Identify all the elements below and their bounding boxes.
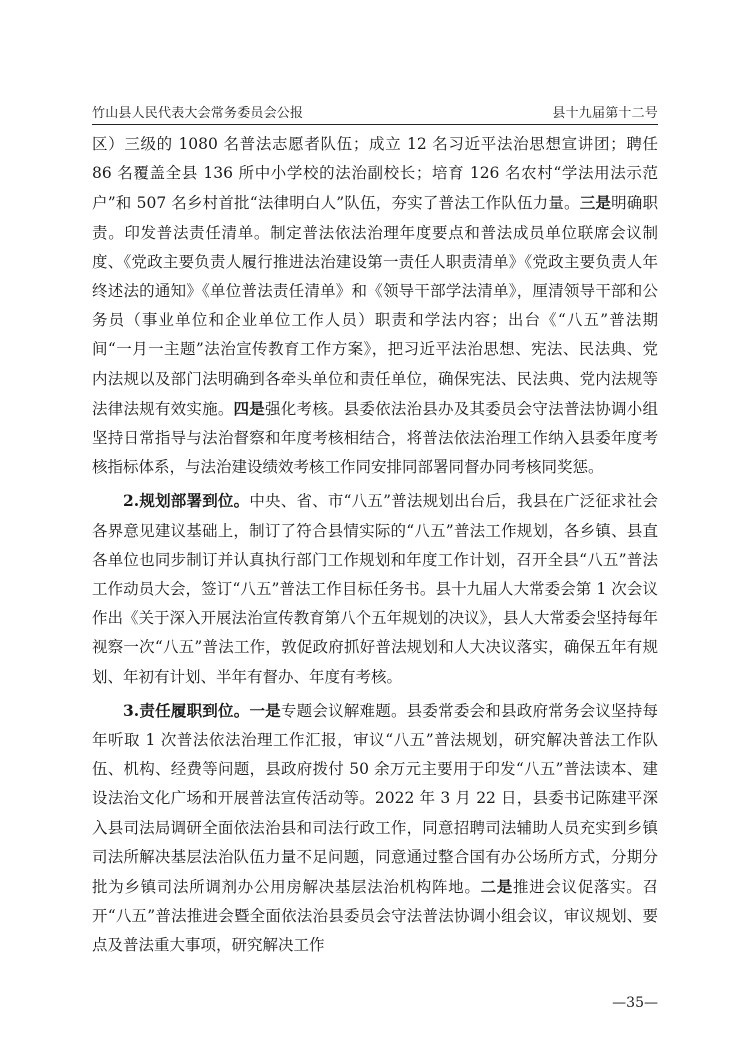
header-issue-number: 县十九届第十二号 (552, 106, 658, 121)
body-paragraph (92, 696, 658, 961)
paragraph-text: 强化考核。县委依法治县办及其委员会守法普法协调小组坚持日常指导与法治督察和年度考核相结合，将普法依法治理工作纳入县委年度考核指标体系，与法治建设绩效考核工作同安排同部署同督办同考核同奖惩。 (92, 399, 658, 477)
bold-lead-text: 二是 (480, 877, 513, 897)
bold-lead-text: 四是 (233, 398, 266, 418)
header-rule (92, 124, 658, 125)
body-paragraph (92, 486, 658, 691)
document-body (92, 130, 658, 961)
page-header (92, 99, 658, 121)
bold-lead-text: 2.规划部署到位。 (123, 491, 250, 511)
paragraph-text: 中央、省、市“八五”普法规划出台后，我县在广泛征求社会各界意见建议基础上，制订了符合县情实际的“八五”普法工作规划，各乡镇、县直各单位也同步制订并认真执行部门工作规划和年度工作计划，召开全县“八五”普法工作动员大会，签订“八五”普法工作目标任务书。县十九届人大常委会第 1 次会议作出《关于深入开展法治宣传教育第八个五年规划的决议》，县人大常委会坚持每年视察一次“八五”普法工作，敦促政府抓好普法规划和人大决议落实，确保五年有规划、年初有计划、半年有督办、年度有考核。 (92, 492, 658, 686)
paragraph-text: 明确职责。印发普法责任清单。制定普法依法治理年度要点和普法成员单位联席会议制度、《党政主要负责人履行推进法治建设第一责任人职责清单》《党政主要负责人年终述法的通知》《单位普法责任清单》和《领导干部学法清单》，厘清领导干部和公务员（事业单位和企业单位工作人员）职责和学法内容；出台《“八五”普法期间“一月一主题”法治宣传教育工作方案》，把习近平法治思想、宪法、民法典、党内法规以及部门法明确到各牵头单位和责任单位，确保宪法、民法典、党内法规等法律法规有效实施。 (92, 194, 658, 418)
paragraph-text: 专题会议解难题。县委常委会和县政府常务会议坚持每年听取 1 次普法依法治理工作汇报，审议“八五”普法规划，研究解决普法工作队伍、机构、经费等问题，县政府拨付 50 余万元主要用于印发“八五”普法读本、建设法治文化广场和开展普法宣传活动等。2022 年 3 月 22 日，县委书记陈建平深入县司法局调研全面依法治县和司法行政工作，同意招聘司法辅助人员充实到乡镇司法所解决基层法治队伍力量不足问题，同意通过整合国有办公场所方式，分期分批为乡镇司法所调剂办公用房解决基层法治机构阵地。 (92, 701, 658, 897)
body-paragraph (92, 130, 658, 482)
bold-lead-text: 3.责任履职到位。一是 (123, 700, 281, 720)
page-number: —35— (612, 995, 658, 1011)
paragraph-text: 区）三级的 1080 名普法志愿者队伍；成立 12 名习近平法治思想宣讲团；聘任 86 名覆盖全县 136 所中小学校的法治副校长；培育 126 名农村“学法用法示范户”和 507 名乡村首批“法律明白人”队伍，夯实了普法工作队伍力量。 (92, 135, 658, 213)
bold-lead-text: 三是 (579, 193, 612, 213)
header-publication-title: 竹山县人民代表大会常务委员会公报 (92, 106, 304, 121)
paragraph-text: 推进会议促落实。召开“八五”普法推进会暨全面依法治县委员会守法普法协调小组会议，审议规划、要点及普法重大事项，研究解决工作 (92, 878, 658, 955)
